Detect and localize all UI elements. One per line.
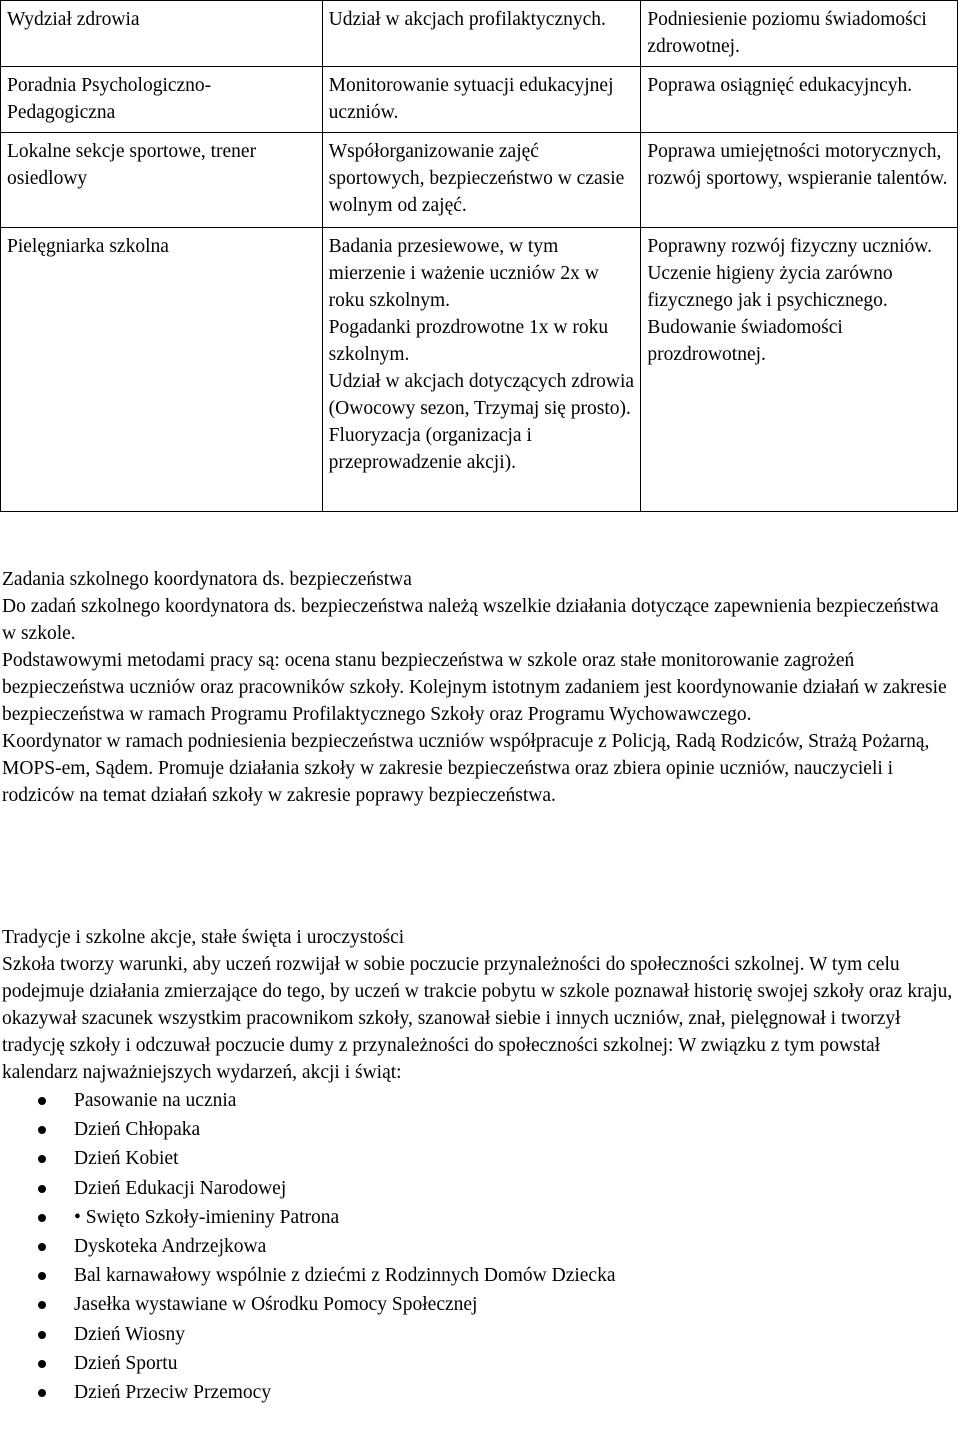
effect-text: Budowanie świadomości prozdrowotnej. xyxy=(647,317,843,365)
task-text: Udział w akcjach dotyczących zdrowia (Owocowy sezon, Trzymaj się prosto). xyxy=(328,371,635,419)
table-cell-partner: Poradnia Psychologiczno-Pedagogiczna xyxy=(1,67,323,133)
bullet-icon xyxy=(38,1360,46,1368)
table-cell-tasks xyxy=(322,1,641,67)
effect-text: Poprawa umiejętności motorycznych, rozwój sportowy, wspieranie talentów. xyxy=(647,141,948,189)
table-cell-effects xyxy=(641,67,958,133)
table-cell-effects xyxy=(641,228,958,512)
table-cell-partner: Pielęgniarka szkolna xyxy=(1,228,323,512)
list-item: Pasowanie na ucznia xyxy=(2,1086,956,1115)
effect-text: Poprawa osiągnięć edukacyjncyh. xyxy=(647,75,913,96)
list-item: • Swięto Szkoły-imieniny Patrona xyxy=(2,1203,956,1232)
bullet-icon xyxy=(38,1214,46,1222)
task-text: Udział w akcjach profilaktycznych. xyxy=(328,9,606,30)
safety-coordinator-section xyxy=(2,566,956,809)
table-cell-tasks xyxy=(322,133,641,228)
bullet-icon xyxy=(38,1331,46,1339)
list-item: Dzień Wiosny xyxy=(2,1320,956,1349)
bullet-icon xyxy=(38,1155,46,1163)
list-item: Bal karnawałowy wspólnie z dziećmi z Rodzinnych Domów Dziecka xyxy=(2,1261,956,1290)
traditions-section xyxy=(2,924,956,1407)
list-item: Dzień Chłopaka xyxy=(2,1115,956,1144)
paragraph: Szkoła tworzy warunki, aby uczeń rozwijał w sobie poczucie przynależności do społeczności szkolnej. W tym celu podejmuje działania zmierzające do tego, by uczeń w trakcie pobytu w szkole poznawał historię swojej szkoły oraz kraju, okazywał szacunek wszystkim pracownikom szkoły, szanował siebie i innych uczniów, znał, pielęgnował i tworzył tradycję szkoły i odczuwał poczucie dumy z przynależności do społeczności szkolnej: W związku z tym powstał kalendarz najważniejszych wydarzeń, akcji i świąt: xyxy=(2,954,953,1083)
table-cell-effects xyxy=(641,1,958,67)
bullet-icon xyxy=(38,1389,46,1397)
bullet-icon xyxy=(38,1126,46,1134)
table-row xyxy=(1,67,958,133)
events-list xyxy=(2,1086,956,1407)
section-heading: Zadania szkolnego koordynatora ds. bezpieczeństwa xyxy=(2,569,412,590)
table-row xyxy=(1,228,958,512)
task-text: Badania przesiewowe, w tym mierzenie i ważenie uczniów 2x w roku szkolnym. xyxy=(328,236,599,311)
list-item: Dzień Przeciw Przemocy xyxy=(2,1378,956,1407)
paragraph: Do zadań szkolnego koordynatora ds. bezpieczeństwa należą wszelkie działania dotyczące zapewnienia bezpieczeństwa w szkole. xyxy=(2,596,939,644)
task-text: Pogadanki prozdrowotne 1x w roku szkolnym. xyxy=(328,317,609,365)
table-row xyxy=(1,1,958,67)
bullet-icon xyxy=(38,1097,46,1105)
table-cell-tasks xyxy=(322,228,641,512)
effect-text: Poprawny rozwój fizyczny uczniów. xyxy=(647,236,932,257)
list-item: Dyskoteka Andrzejkowa xyxy=(2,1232,956,1261)
table-cell-partner: Lokalne sekcje sportowe, trener osiedlowy xyxy=(1,133,323,228)
table-cell-effects xyxy=(641,133,958,228)
table-row xyxy=(1,133,958,228)
list-item: Jasełka wystawiane w Ośrodku Pomocy Społecznej xyxy=(2,1290,956,1319)
paragraph: Podstawowymi metodami pracy są: ocena stanu bezpieczeństwa w szkole oraz stałe monitorowanie zagrożeń bezpieczeństwa uczniów oraz pracowników szkoły. Kolejnym istotnym zadaniem jest koordynowanie działań w zakresie bezpieczeństwa w ramach Programu Profilaktycznego Szkoły oraz Programu Wychowawczego. xyxy=(2,650,947,725)
task-text: Fluoryzacja (organizacja i przeprowadzenie akcji). xyxy=(328,425,532,473)
table-cell-partner: Wydział zdrowia xyxy=(1,1,323,67)
bullet-icon xyxy=(38,1272,46,1280)
bullet-icon xyxy=(38,1185,46,1193)
task-text: Monitorowanie sytuacji edukacyjnej uczniów. xyxy=(328,75,614,123)
effect-text: Uczenie higieny życia zarówno fizycznego jak i psychicznego. xyxy=(647,263,893,311)
list-item: Dzień Sportu xyxy=(2,1349,956,1378)
list-item: Dzień Kobiet xyxy=(2,1144,956,1173)
bullet-icon xyxy=(38,1243,46,1251)
bullet-icon xyxy=(38,1301,46,1309)
list-item: Dzień Edukacji Narodowej xyxy=(2,1174,956,1203)
cooperation-table xyxy=(0,0,958,512)
table-cell-tasks xyxy=(322,67,641,133)
effect-text: Podniesienie poziomu świadomości zdrowotnej. xyxy=(647,9,927,57)
section-heading: Tradycje i szkolne akcje, stałe święta i uroczystości xyxy=(2,927,405,948)
paragraph: Koordynator w ramach podniesienia bezpieczeństwa uczniów współpracuje z Policją, Radą Rodziców, Strażą Pożarną, MOPS-em, Sądem. Promuje działania szkoły w zakresie bezpieczeństwa oraz zbiera opinie uczniów, nauczycieli i rodziców na temat działań szkoły w zakresie poprawy bezpieczeństwa. xyxy=(2,731,930,806)
task-text: Współorganizowanie zajęć sportowych, bezpieczeństwo w czasie wolnym od zajęć. xyxy=(328,141,625,216)
